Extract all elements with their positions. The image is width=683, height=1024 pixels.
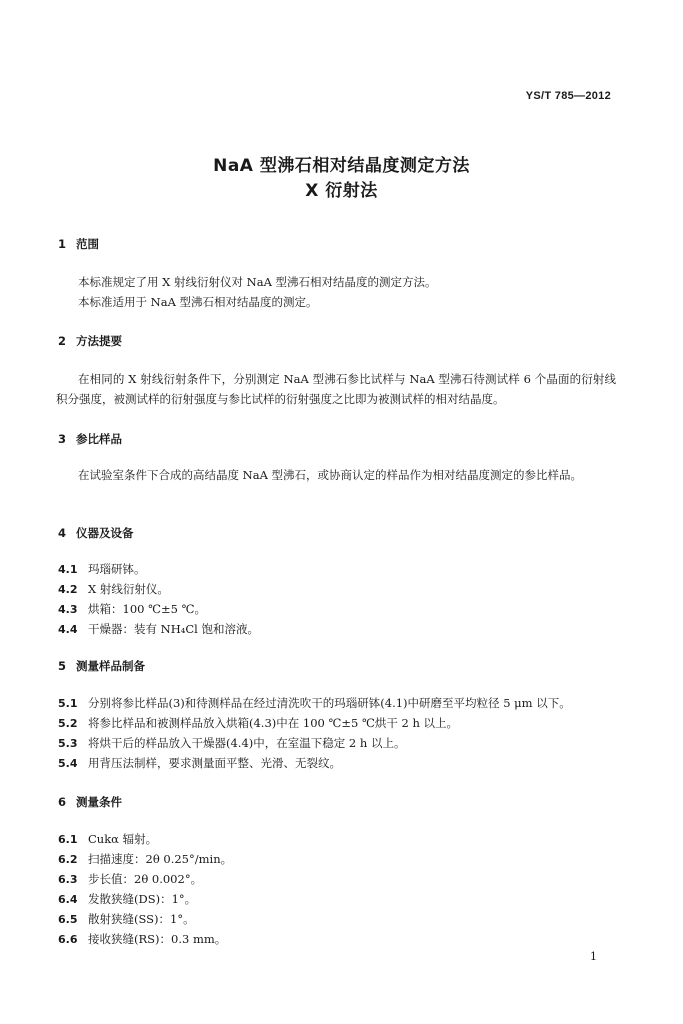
section-title: 方法提要: [76, 334, 122, 348]
section-number: 6: [58, 795, 67, 809]
section-heading-reference-sample: [58, 431, 122, 447]
list-item: 5.1 分别将参比样品(3)和待测样品在经过清洗吹干的玛瑙研钵(4.1)中研磨至平均粒径 5 μm 以下。: [58, 696, 571, 710]
section-title: 测量样品制备: [76, 659, 145, 673]
list-item: 4.3 烘箱：100 ℃±5 ℃。: [58, 602, 206, 616]
section-number: 5: [58, 659, 67, 673]
list-item: 6.1 Cukα 辐射。: [58, 832, 158, 846]
section-title: 仪器及设备: [76, 526, 134, 540]
section-title: 测量条件: [76, 795, 122, 809]
section-number: 1: [58, 237, 67, 251]
standard-code: YS/T 785—2012: [525, 90, 611, 102]
list-item: 6.5 散射狭缝(SS)：1°。: [58, 912, 195, 926]
section-heading-method: [58, 333, 122, 349]
list-item: 6.2 扫描速度：2θ 0.25°/min。: [58, 852, 233, 866]
section-title: 范围: [76, 237, 99, 251]
document-title: NaA 型沸石相对结晶度测定方法: [213, 156, 470, 176]
page-number: 1: [590, 950, 597, 963]
section-number: 2: [58, 334, 67, 348]
reference-sample-paragraph: 在试验室条件下合成的高结晶度 NaA 型沸石，或协商认定的样品作为相对结晶度测定的参比样品。: [78, 468, 583, 482]
scope-paragraph-1: 本标准规定了用 X 射线衍射仪对 NaA 型沸石相对结晶度的测定方法。: [78, 275, 437, 289]
section-title: 参比样品: [76, 432, 122, 446]
section-heading-sample-preparation: [58, 658, 145, 674]
list-item: 6.4 发散狭缝(DS)：1°。: [58, 892, 197, 906]
list-item: 4.4 干燥器：装有 NH₄Cl 饱和溶液。: [58, 622, 259, 636]
list-item: 5.3 将烘干后的样品放入干燥器(4.4)中，在室温下稳定 2 h 以上。: [58, 736, 406, 750]
list-item: 4.2 X 射线衍射仪。: [58, 582, 169, 596]
document-subtitle: X 衍射法: [305, 181, 378, 201]
list-item: 6.3 步长值：2θ 0.002°。: [58, 872, 203, 886]
scope-paragraph-2: 本标准适用于 NaA 型沸石相对结晶度的测定。: [78, 295, 318, 309]
section-heading-apparatus: [58, 525, 134, 541]
section-heading-measurement-conditions: [58, 794, 122, 810]
list-item: 6.6 接收狭缝(RS)：0.3 mm。: [58, 932, 227, 946]
section-number: 4: [58, 526, 67, 540]
section-number: 3: [58, 432, 67, 446]
section-heading-scope: [58, 236, 99, 252]
list-item: 4.1 玛瑙研钵。: [58, 562, 146, 576]
list-item: 5.2 将参比样品和被测样品放入烘箱(4.3)中在 100 ℃±5 ℃烘干 2 h 以上。: [58, 716, 459, 730]
list-item: 5.4 用背压法制样，要求测量面平整、光滑、无裂纹。: [58, 756, 341, 770]
method-paragraph: 在相同的 X 射线衍射条件下，分别测定 NaA 型沸石参比试样与 NaA 型沸石待测试样 6 个晶面的衍射线积分强度，被测试样的衍射强度与参比试样的衍射强度之比即为被测试样的相对结晶度。: [56, 372, 616, 406]
